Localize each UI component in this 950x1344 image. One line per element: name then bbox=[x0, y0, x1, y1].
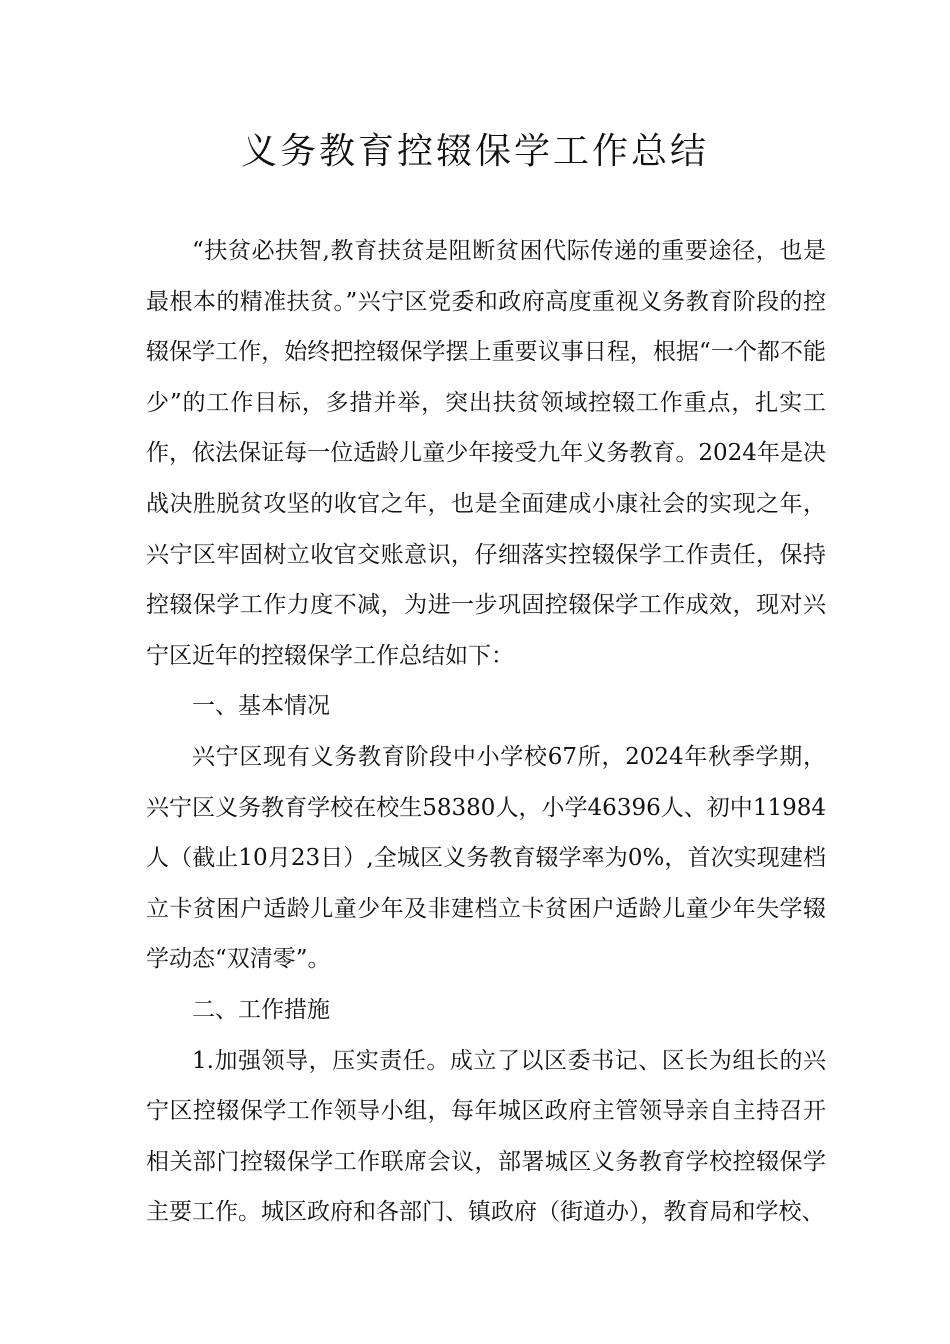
section-heading-work-measures: 二、工作措施 bbox=[192, 996, 330, 1023]
document-body bbox=[146, 226, 826, 1238]
intro-paragraph: “扶贫必扶智,教育扶贫是阻断贫困代际传递的重要途径，也是最根本的精准扶贫。”兴宁区党委和政府高度重视义务教育阶段的控辍保学工作，始终把控辍保学摆上重要议事日程，根据“一个都不能少”的工作目标，多措并举，突出扶贫领域控辍工作重点，扎实工作，依法保证每一位适龄儿童少年接受九年义务教育。2024年是决战决胜脱贫攻坚的收官之年，也是全面建成小康社会的实现之年，兴宁区牢固树立收官交账意识，仔细落实控辍保学工作责任，保持控辍保学工作力度不减，为进一步巩固控辍保学工作成效，现对兴宁区近年的控辍保学工作总结如下： bbox=[146, 238, 826, 669]
basic-situation-paragraph: 兴宁区现有义务教育阶段中小学校67所，2024年秋季学期，兴宁区义务教育学校在校生58380人，小学46396人、初中11984人（截止10月23日）,全城区义务教育辍学率为0%，首次实现建档立卡贫困户适龄儿童少年及非建档立卡贫困户适龄儿童少年失学辍学动态“双清零”。 bbox=[146, 743, 826, 973]
section-heading-basic-situation: 一、基本情况 bbox=[192, 693, 330, 720]
document-title: 义务教育控辍保学工作总结 bbox=[240, 131, 709, 172]
work-measures-paragraph: 1.加强领导，压实责任。成立了以区委书记、区长为组长的兴宁区控辍保学工作领导小组，每年城区政府主管领导亲自主持召开相关部门控辍保学工作联席会议，部署城区义务教育学校控辍保学主要工作。城区政府和各部门、镇政府（街道办），教育局和学校、 bbox=[146, 1047, 826, 1226]
